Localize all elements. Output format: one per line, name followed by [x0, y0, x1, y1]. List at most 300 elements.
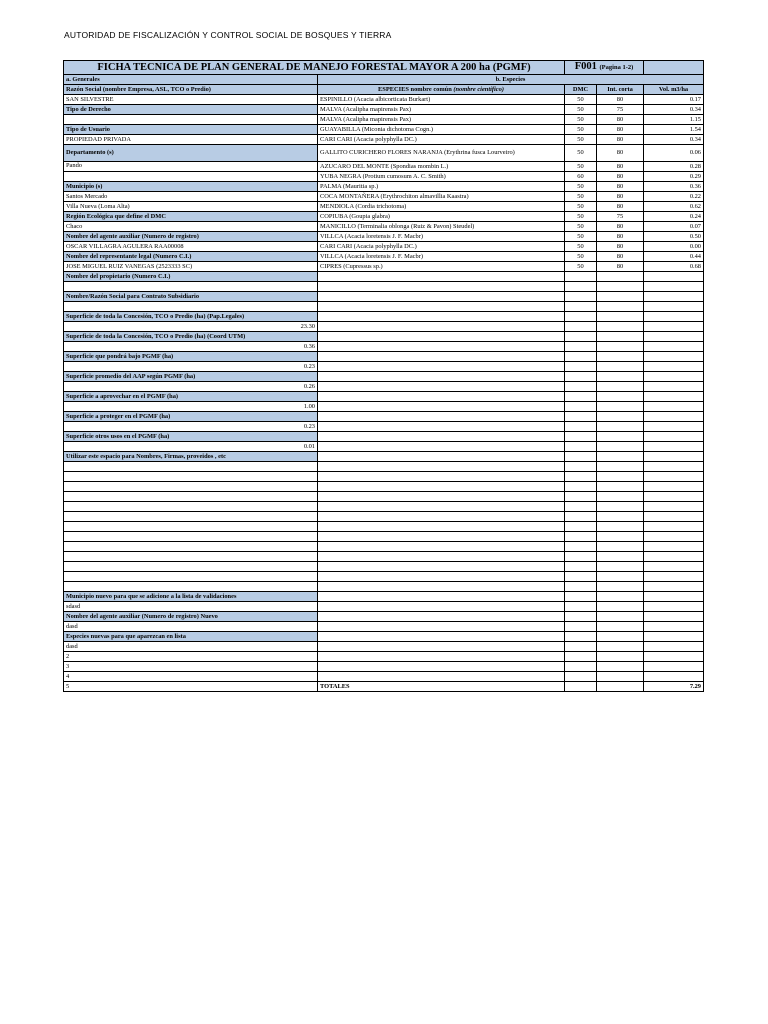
- species-vol-cell[interactable]: 0.68: [644, 262, 704, 272]
- species-vol-cell[interactable]: [644, 342, 704, 352]
- species-dmc-cell[interactable]: [565, 612, 597, 622]
- especie-nueva-value[interactable]: dasd: [64, 642, 318, 652]
- species-name-cell[interactable]: [318, 422, 565, 432]
- species-name-cell[interactable]: MALVA (Acalipha mapirensis Pax): [318, 115, 565, 125]
- species-name-cell[interactable]: COCA MONTAÑERA (Erythrochiton almavillia Kaastra): [318, 192, 565, 202]
- species-vol-cell[interactable]: [644, 332, 704, 342]
- species-name-cell[interactable]: [318, 672, 565, 682]
- surface-value[interactable]: 0.36: [64, 342, 318, 352]
- field-value[interactable]: JOSE MIGUEL RUIZ VANEGAS (2523333 SC): [64, 262, 318, 272]
- field-value[interactable]: PROPIEDAD PRIVADA: [64, 135, 318, 145]
- agente-nuevo-value[interactable]: dasd: [64, 622, 318, 632]
- field-value[interactable]: [64, 115, 318, 125]
- species-name-cell[interactable]: [318, 562, 565, 572]
- species-dmc-cell[interactable]: [565, 432, 597, 442]
- species-dmc-cell[interactable]: [565, 282, 597, 292]
- table-row: [64, 662, 704, 672]
- species-vol-cell[interactable]: [644, 382, 704, 392]
- signature-line[interactable]: [64, 502, 318, 512]
- species-int-cell[interactable]: [597, 612, 644, 622]
- species-int-cell[interactable]: [597, 272, 644, 282]
- species-vol-cell[interactable]: [644, 522, 704, 532]
- species-dmc-cell[interactable]: [565, 662, 597, 672]
- species-int-cell[interactable]: [597, 542, 644, 552]
- species-vol-cell[interactable]: 0.22: [644, 192, 704, 202]
- totales-label: TOTALES: [318, 682, 565, 692]
- species-int-cell[interactable]: [597, 292, 644, 302]
- species-vol-cell[interactable]: [644, 362, 704, 372]
- species-name-cell[interactable]: [318, 272, 565, 282]
- species-vol-cell[interactable]: [644, 562, 704, 572]
- species-int-cell[interactable]: [597, 592, 644, 602]
- species-int-cell[interactable]: [597, 402, 644, 412]
- species-vol-cell[interactable]: 0.06: [644, 145, 704, 162]
- table-row: [64, 652, 704, 662]
- signature-line[interactable]: [64, 462, 318, 472]
- species-name-cell[interactable]: [318, 642, 565, 652]
- especies-nuevas-label: Especies nuevas para que aparezcan en lista: [64, 632, 318, 642]
- table-row: [64, 262, 704, 272]
- species-int-cell[interactable]: [597, 622, 644, 632]
- species-vol-cell[interactable]: 0.62: [644, 202, 704, 212]
- species-vol-cell[interactable]: [644, 622, 704, 632]
- species-int-cell[interactable]: [597, 352, 644, 362]
- species-name-cell[interactable]: MENDIOLA (Cordia trichotoma): [318, 202, 565, 212]
- species-vol-cell[interactable]: 1.54: [644, 125, 704, 135]
- species-dmc-cell[interactable]: [565, 272, 597, 282]
- species-vol-cell[interactable]: [644, 552, 704, 562]
- species-dmc-cell[interactable]: [565, 382, 597, 392]
- species-int-cell[interactable]: [597, 342, 644, 352]
- species-vol-cell[interactable]: [644, 542, 704, 552]
- species-vol-cell[interactable]: [644, 282, 704, 292]
- species-dmc-cell[interactable]: 50: [565, 252, 597, 262]
- species-int-cell[interactable]: 80: [597, 145, 644, 162]
- species-name-cell[interactable]: [318, 342, 565, 352]
- species-name-cell[interactable]: GALLITO CURICHERO FLORES NARANJA (Erythrina fusca Lourveiro): [318, 145, 565, 162]
- species-dmc-cell[interactable]: [565, 482, 597, 492]
- species-name-cell[interactable]: [318, 292, 565, 302]
- species-col-header: ESPECIES nombre común (nombre científico): [318, 85, 565, 95]
- table-row: [64, 145, 704, 162]
- species-name-cell[interactable]: [318, 552, 565, 562]
- species-dmc-cell[interactable]: [565, 542, 597, 552]
- species-dmc-cell[interactable]: [565, 562, 597, 572]
- species-int-cell[interactable]: [597, 472, 644, 482]
- species-name-cell[interactable]: GUAYABILLA (Miconia dichotoma Cogn.): [318, 125, 565, 135]
- species-vol-cell[interactable]: 0.00: [644, 242, 704, 252]
- species-vol-cell[interactable]: [644, 662, 704, 672]
- species-vol-cell[interactable]: [644, 292, 704, 302]
- species-int-cell[interactable]: [597, 642, 644, 652]
- species-int-cell[interactable]: [597, 432, 644, 442]
- species-dmc-cell[interactable]: [565, 342, 597, 352]
- species-dmc-cell[interactable]: [565, 392, 597, 402]
- table-row: [64, 232, 704, 242]
- species-vol-cell[interactable]: [644, 452, 704, 462]
- field-label: Departamento (s): [64, 145, 318, 162]
- species-vol-cell[interactable]: [644, 502, 704, 512]
- species-vol-cell[interactable]: [644, 372, 704, 382]
- species-vol-cell[interactable]: [644, 642, 704, 652]
- signature-line[interactable]: [64, 492, 318, 502]
- especie-nueva-value[interactable]: 5: [64, 682, 318, 692]
- species-int-cell[interactable]: [597, 442, 644, 452]
- species-dmc-cell[interactable]: [565, 572, 597, 582]
- species-dmc-cell[interactable]: [565, 362, 597, 372]
- species-name-cell[interactable]: [318, 322, 565, 332]
- species-dmc-cell[interactable]: 50: [565, 135, 597, 145]
- species-int-cell[interactable]: [597, 412, 644, 422]
- species-int-cell[interactable]: 80: [597, 135, 644, 145]
- table-row: [64, 532, 704, 542]
- signature-line[interactable]: [64, 472, 318, 482]
- species-vol-cell[interactable]: 1.15: [644, 115, 704, 125]
- species-dmc-cell[interactable]: [565, 302, 597, 312]
- species-dmc-cell[interactable]: 50: [565, 202, 597, 212]
- species-name-cell[interactable]: [318, 542, 565, 552]
- species-dmc-cell[interactable]: 50: [565, 212, 597, 222]
- species-int-cell[interactable]: [597, 322, 644, 332]
- species-vol-cell[interactable]: [644, 322, 704, 332]
- species-dmc-cell[interactable]: [565, 462, 597, 472]
- species-int-cell[interactable]: [597, 652, 644, 662]
- species-dmc-cell[interactable]: [565, 422, 597, 432]
- species-dmc-cell[interactable]: [565, 372, 597, 382]
- species-vol-cell[interactable]: [644, 582, 704, 592]
- species-vol-cell[interactable]: [644, 672, 704, 682]
- species-name-cell[interactable]: [318, 412, 565, 422]
- species-vol-cell[interactable]: [644, 272, 704, 282]
- species-vol-cell[interactable]: [644, 312, 704, 322]
- surface-value[interactable]: 0.26: [64, 382, 318, 392]
- field-value[interactable]: Chaco: [64, 222, 318, 232]
- species-vol-cell[interactable]: [644, 482, 704, 492]
- species-dmc-cell[interactable]: [565, 492, 597, 502]
- signature-line[interactable]: [64, 552, 318, 562]
- species-dmc-cell[interactable]: [565, 602, 597, 612]
- species-int-cell[interactable]: 80: [597, 172, 644, 182]
- species-vol-cell[interactable]: [644, 492, 704, 502]
- species-int-cell[interactable]: 80: [597, 182, 644, 192]
- species-vol-cell[interactable]: [644, 412, 704, 422]
- table-row: [64, 562, 704, 572]
- species-vol-cell[interactable]: [644, 352, 704, 362]
- species-int-cell[interactable]: 80: [597, 192, 644, 202]
- species-dmc-cell[interactable]: 50: [565, 232, 597, 242]
- species-vol-cell[interactable]: [644, 532, 704, 542]
- species-name-cell[interactable]: [318, 382, 565, 392]
- species-vol-cell[interactable]: 0.34: [644, 135, 704, 145]
- species-name-cell[interactable]: AZUCARO DEL MONTE (Spondias mombin L.): [318, 162, 565, 172]
- species-name-cell[interactable]: CARI CARI (Acacia polyphylla DC.): [318, 135, 565, 145]
- species-vol-cell[interactable]: 0.24: [644, 212, 704, 222]
- species-name-cell[interactable]: [318, 522, 565, 532]
- species-vol-cell[interactable]: [644, 462, 704, 472]
- species-dmc-cell[interactable]: [565, 552, 597, 562]
- species-vol-cell[interactable]: 0.28: [644, 162, 704, 172]
- table-row: [64, 432, 704, 442]
- species-vol-cell[interactable]: 0.29: [644, 172, 704, 182]
- table-row: [64, 282, 704, 292]
- species-name-cell[interactable]: [318, 362, 565, 372]
- species-dmc-cell[interactable]: [565, 452, 597, 462]
- species-dmc-cell[interactable]: [565, 352, 597, 362]
- species-int-cell[interactable]: 80: [597, 202, 644, 212]
- species-int-cell[interactable]: [597, 502, 644, 512]
- species-name-cell[interactable]: PALMA (Mauritia sp.): [318, 182, 565, 192]
- totales-int: [597, 682, 644, 692]
- table-row: [64, 302, 704, 312]
- species-name-cell[interactable]: [318, 462, 565, 472]
- species-int-cell[interactable]: [597, 372, 644, 382]
- species-dmc-cell[interactable]: [565, 522, 597, 532]
- species-vol-cell[interactable]: [644, 652, 704, 662]
- species-name-cell[interactable]: [318, 372, 565, 382]
- surface-value[interactable]: 0.23: [64, 422, 318, 432]
- species-dmc-cell[interactable]: [565, 332, 597, 342]
- species-name-cell[interactable]: [318, 392, 565, 402]
- species-name-cell[interactable]: [318, 622, 565, 632]
- species-int-cell[interactable]: [597, 562, 644, 572]
- species-dmc-cell[interactable]: 50: [565, 222, 597, 232]
- signature-line[interactable]: [64, 542, 318, 552]
- species-dmc-cell[interactable]: 50: [565, 192, 597, 202]
- species-dmc-cell[interactable]: [565, 312, 597, 322]
- species-name-cell[interactable]: [318, 602, 565, 612]
- species-name-cell[interactable]: [318, 332, 565, 342]
- species-dmc-cell[interactable]: [565, 632, 597, 642]
- species-int-cell[interactable]: [597, 302, 644, 312]
- species-dmc-cell[interactable]: [565, 512, 597, 522]
- species-name-cell[interactable]: [318, 532, 565, 542]
- species-vol-cell[interactable]: [644, 592, 704, 602]
- table-row: [64, 682, 704, 692]
- species-name-cell[interactable]: CARI CARI (Acacia polyphylla DC.): [318, 242, 565, 252]
- species-dmc-cell[interactable]: 50: [565, 105, 597, 115]
- signature-line[interactable]: [64, 482, 318, 492]
- species-vol-cell[interactable]: [644, 632, 704, 642]
- species-vol-cell[interactable]: 0.36: [644, 182, 704, 192]
- species-int-cell[interactable]: [597, 452, 644, 462]
- species-vol-cell[interactable]: [644, 602, 704, 612]
- species-name-cell[interactable]: [318, 472, 565, 482]
- municipio-nuevo-value[interactable]: sdasd: [64, 602, 318, 612]
- table-row: [64, 292, 704, 302]
- signature-line[interactable]: [64, 562, 318, 572]
- field-value[interactable]: Santos Mercado: [64, 192, 318, 202]
- species-name-cell[interactable]: [318, 662, 565, 672]
- species-int-cell[interactable]: [597, 492, 644, 502]
- species-name-cell[interactable]: [318, 302, 565, 312]
- species-int-cell[interactable]: [597, 282, 644, 292]
- species-name-cell[interactable]: [318, 502, 565, 512]
- species-vol-cell[interactable]: 0.44: [644, 252, 704, 262]
- species-name-cell[interactable]: [318, 592, 565, 602]
- signature-line[interactable]: [64, 572, 318, 582]
- species-int-cell[interactable]: 80: [597, 232, 644, 242]
- field-value[interactable]: [64, 172, 318, 182]
- surface-value[interactable]: 1.00: [64, 402, 318, 412]
- surface-value[interactable]: 23.30: [64, 322, 318, 332]
- species-int-cell[interactable]: [597, 572, 644, 582]
- species-dmc-cell[interactable]: [565, 472, 597, 482]
- species-name-cell[interactable]: MANICILLO (Terminalia oblonga (Ruiz & Pavon) Steudel): [318, 222, 565, 232]
- especie-nueva-value[interactable]: 4: [64, 672, 318, 682]
- species-name-cell[interactable]: [318, 442, 565, 452]
- especie-nueva-value[interactable]: 2: [64, 652, 318, 662]
- signature-line[interactable]: [64, 522, 318, 532]
- species-int-cell[interactable]: [597, 602, 644, 612]
- species-int-cell[interactable]: 80: [597, 125, 644, 135]
- species-vol-cell[interactable]: [644, 422, 704, 432]
- species-int-cell[interactable]: 75: [597, 212, 644, 222]
- surface-value[interactable]: 0.01: [64, 442, 318, 452]
- dmc-col-header: DMC: [565, 85, 597, 95]
- species-name-cell[interactable]: ESPINILLO (Acacia albicorticata Burkart): [318, 95, 565, 105]
- species-dmc-cell[interactable]: 50: [565, 125, 597, 135]
- species-int-cell[interactable]: 80: [597, 95, 644, 105]
- species-dmc-cell[interactable]: 50: [565, 162, 597, 172]
- table-row: [64, 312, 704, 322]
- species-int-cell[interactable]: [597, 522, 644, 532]
- species-vol-cell[interactable]: [644, 402, 704, 412]
- signature-line[interactable]: [64, 532, 318, 542]
- species-dmc-cell[interactable]: 50: [565, 242, 597, 252]
- species-int-cell[interactable]: [597, 362, 644, 372]
- species-name-cell[interactable]: VILLCA (Acacia loretensis J. F. Macbr): [318, 232, 565, 242]
- table-row: [64, 222, 704, 232]
- species-name-cell[interactable]: [318, 652, 565, 662]
- surface-label: Superficie otros usos en el PGMF (ha): [64, 432, 318, 442]
- field-value[interactable]: [64, 282, 318, 292]
- species-vol-cell[interactable]: [644, 612, 704, 622]
- species-int-cell[interactable]: [597, 512, 644, 522]
- species-name-cell[interactable]: [318, 612, 565, 622]
- species-dmc-cell[interactable]: [565, 582, 597, 592]
- species-dmc-cell[interactable]: [565, 592, 597, 602]
- species-int-cell[interactable]: [597, 552, 644, 562]
- species-int-cell[interactable]: [597, 632, 644, 642]
- species-vol-cell[interactable]: 0.34: [644, 105, 704, 115]
- species-name-cell[interactable]: YUBA NEGRA (Protium cumosum A. C. Smith): [318, 172, 565, 182]
- field-value[interactable]: OSCAR VILLAGRA AGULERA RAA00008: [64, 242, 318, 252]
- species-int-cell[interactable]: [597, 532, 644, 542]
- species-int-cell[interactable]: 80: [597, 222, 644, 232]
- species-name-cell[interactable]: [318, 512, 565, 522]
- species-int-cell[interactable]: [597, 312, 644, 322]
- species-int-cell[interactable]: [597, 392, 644, 402]
- species-dmc-cell[interactable]: [565, 532, 597, 542]
- especie-nueva-value[interactable]: 3: [64, 662, 318, 672]
- species-vol-cell[interactable]: [644, 472, 704, 482]
- species-name-cell[interactable]: [318, 282, 565, 292]
- species-name-cell[interactable]: [318, 452, 565, 462]
- species-vol-cell[interactable]: [644, 572, 704, 582]
- species-dmc-cell[interactable]: [565, 402, 597, 412]
- species-vol-cell[interactable]: [644, 392, 704, 402]
- field-label: Nombre del propietario (Numero C.I.): [64, 272, 318, 282]
- species-int-cell[interactable]: 80: [597, 162, 644, 172]
- species-dmc-cell[interactable]: 50: [565, 95, 597, 105]
- surface-value[interactable]: 0.23: [64, 362, 318, 372]
- species-int-cell[interactable]: [597, 382, 644, 392]
- species-name-cell[interactable]: VILLCA (Acacia loretensis J. F. Macbr): [318, 252, 565, 262]
- species-name-cell[interactable]: [318, 402, 565, 412]
- species-dmc-cell[interactable]: 50: [565, 145, 597, 162]
- table-row: [64, 542, 704, 552]
- species-int-cell[interactable]: 80: [597, 115, 644, 125]
- species-int-cell[interactable]: [597, 662, 644, 672]
- species-int-cell[interactable]: 80: [597, 242, 644, 252]
- species-int-cell[interactable]: 75: [597, 105, 644, 115]
- species-int-cell[interactable]: 80: [597, 252, 644, 262]
- signature-line[interactable]: [64, 512, 318, 522]
- species-vol-cell[interactable]: [644, 442, 704, 452]
- species-name-cell[interactable]: COPIUBA (Goupia glabra): [318, 212, 565, 222]
- species-name-cell[interactable]: CIPRES (Cupressus sp.): [318, 262, 565, 272]
- species-dmc-cell[interactable]: 60: [565, 172, 597, 182]
- surface-label: Superficie a proteger en el PGMF (ha): [64, 412, 318, 422]
- field-value[interactable]: Pando: [64, 162, 318, 172]
- species-name-cell[interactable]: [318, 632, 565, 642]
- species-name-cell[interactable]: [318, 352, 565, 362]
- species-vol-cell[interactable]: 0.50: [644, 232, 704, 242]
- species-dmc-cell[interactable]: [565, 622, 597, 632]
- species-name-cell[interactable]: [318, 432, 565, 442]
- species-vol-cell[interactable]: [644, 302, 704, 312]
- species-dmc-cell[interactable]: [565, 502, 597, 512]
- species-dmc-cell[interactable]: [565, 642, 597, 652]
- species-int-cell[interactable]: [597, 422, 644, 432]
- species-dmc-cell[interactable]: 50: [565, 182, 597, 192]
- species-vol-cell[interactable]: [644, 512, 704, 522]
- species-name-cell[interactable]: [318, 582, 565, 592]
- field-label: Tipo de Usuario: [64, 125, 318, 135]
- species-name-cell[interactable]: [318, 482, 565, 492]
- table-row: [64, 422, 704, 432]
- species-dmc-cell[interactable]: [565, 442, 597, 452]
- species-dmc-cell[interactable]: [565, 322, 597, 332]
- species-int-cell[interactable]: [597, 462, 644, 472]
- species-dmc-cell[interactable]: 50: [565, 115, 597, 125]
- form-code-label: F001: [574, 61, 600, 72]
- field-label: Nombre del agente auxiliar (Numero de registro): [64, 232, 318, 242]
- species-dmc-cell[interactable]: [565, 652, 597, 662]
- field-value[interactable]: SAN SILVESTRE: [64, 95, 318, 105]
- signature-line[interactable]: [64, 582, 318, 592]
- species-name-cell[interactable]: [318, 492, 565, 502]
- contrato-value[interactable]: [64, 302, 318, 312]
- species-int-cell[interactable]: [597, 582, 644, 592]
- species-int-cell[interactable]: [597, 672, 644, 682]
- species-dmc-cell[interactable]: [565, 412, 597, 422]
- field-value[interactable]: Villa Nueva (Loma Alta): [64, 202, 318, 212]
- species-name-cell[interactable]: MALVA (Acalipha mapirensis Pax): [318, 105, 565, 115]
- species-vol-cell[interactable]: 0.17: [644, 95, 704, 105]
- species-int-cell[interactable]: [597, 482, 644, 492]
- species-vol-cell[interactable]: 0.07: [644, 222, 704, 232]
- species-int-cell[interactable]: [597, 332, 644, 342]
- table-row: [64, 452, 704, 462]
- species-name-cell[interactable]: [318, 572, 565, 582]
- species-dmc-cell[interactable]: [565, 292, 597, 302]
- species-name-cell[interactable]: [318, 312, 565, 322]
- species-dmc-cell[interactable]: 50: [565, 262, 597, 272]
- species-dmc-cell[interactable]: [565, 672, 597, 682]
- species-vol-cell[interactable]: [644, 432, 704, 442]
- species-int-cell[interactable]: 80: [597, 262, 644, 272]
